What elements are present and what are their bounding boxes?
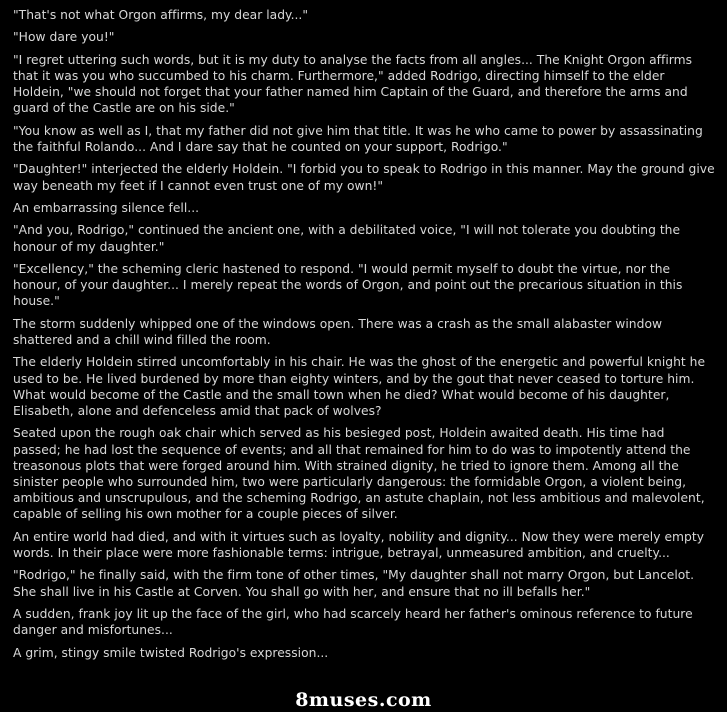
story-paragraph: "And you, Rodrigo," continued the ancient one, with a debilitated voice, "I will not tolerate you doubting the honour of my daughter." [13,223,681,254]
story-paragraph: An entire world had died, and with it virtues such as loyalty, nobility and dignity... Now they were merely empty words. In their place were more fashionable terms: intrigue, betrayal, unmeasured ambition, and cruelty... [13,529,705,560]
story-paragraph: The elderly Holdein stirred uncomfortably in his chair. He was the ghost of the energetic and powerful knight he used to be. He lived burdened by more than eighty winters, and by the gout that never ceased to torture him. What would become of the Castle and the small town when he died? What would become of his daughter, Elisabeth, alone and defenceless amid that pack of wolves? [13,355,706,418]
story-paragraph: "Excellency," the scheming cleric hastened to respond. "I would permit myself to doubt the virtue, nor the honour, of your daughter... I merely repeat the words of Orgon, and point out the precarious situation in this house." [13,261,683,309]
story-paragraph: An embarrassing silence fell... [13,200,200,215]
story-paragraph: "Daughter!" interjected the elderly Holdein. "I forbid you to speak to Rodrigo in this manner. May the ground give way beneath my feet if I cannot even trust one of my own!" [13,162,715,193]
story-paragraph: "You know as well as I, that my father did not give him that title. It was he who came to power by assassinating the faithful Rolando... And I dare say that he counted on your support, Rodrigo." [13,123,703,154]
story-paragraph: Seated upon the rough oak chair which served as his besieged post, Holdein awaited death. His time had passed; he had lost the sequence of events; and all that remained for him to do was to impotently attend the treasonous plots that were forged around him. With strained dignity, he tried to ignore them. Among all the sinister people who surrounded him, two were particularly dangerous: the formidable Orgon, a violent being, ambitious and unscrupulous, and the scheming Rodrigo, an astute chaplain, not less ambitious and malevolent, capable of selling his own mother for a couple pieces of silver. [13,426,705,522]
story-paragraph: A sudden, frank joy lit up the face of the girl, who had scarcely heard her father's ominous reference to future danger and misfortunes... [13,606,693,638]
story-paragraph: "How dare you!" [13,30,115,45]
site-watermark: 8muses.com [295,689,432,711]
story-paragraph: "That's not what Orgon affirms, my dear lady..." [13,8,309,22]
story-paragraph: A grim, stingy smile twisted Rodrigo's expression... [13,645,329,660]
story-paragraph: "Rodrigo," he finally said, with the firm tone of other times, "My daughter shall not marry Orgon, but Lancelot. She shall live in his Castle at Corven. You shall go with her, and ensure that no ill befalls her." [13,568,695,599]
story-paragraph: The storm suddenly whipped one of the windows open. There was a crash as the small alabaster window shattered and a chill wind filled the room. [13,316,663,347]
story-paragraph: "I regret uttering such words, but it is my duty to analyse the facts from all angles... The Knight Orgon affirms that it was you who succumbed to his charm. Furthermore," added Rodrigo, directing himself to the elder Holdein, "we should not forget that your father named him Captain of the Guard, and therefore the arms and guard of the Castle are on his side." [13,52,693,116]
